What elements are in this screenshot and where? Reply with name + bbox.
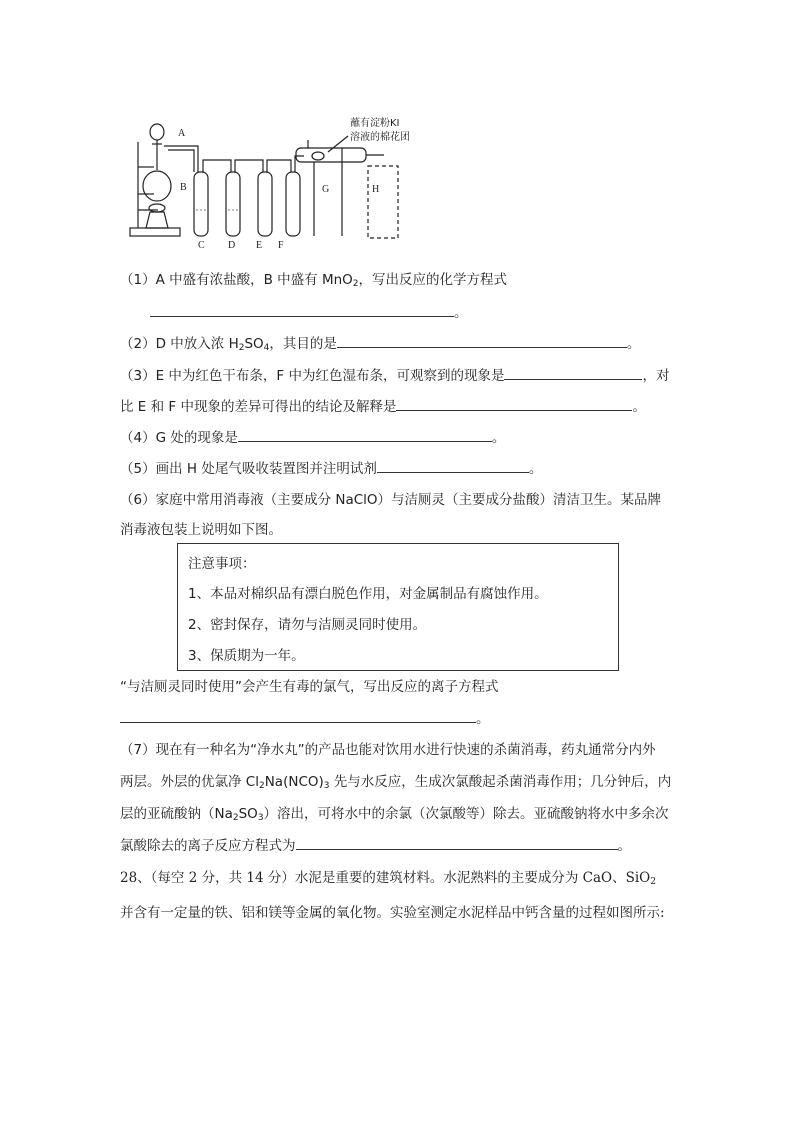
label-h: H xyxy=(372,184,380,195)
q2-line: （2）D 中放入浓 $H_2SO_4$，其目的是 。 xyxy=(120,333,640,358)
notice-item-1: 1、本品对棉织品有漂白脱色作用，对金属制品有腐蚀作用。 xyxy=(188,586,548,602)
label-g: G xyxy=(322,184,330,195)
label-c: C xyxy=(198,240,205,251)
notice-box xyxy=(177,543,619,671)
q6-line1: （6）家庭中常用消毒液（主要成分 NaClO）与洁厕灵（主要成分盐酸）清洁卫生。某品牌 xyxy=(120,492,662,508)
q28-line2: 并含有一定量的铁、铝和镁等金属的氧化物。实验室测定水泥样品中钙含量的过程如图所示: xyxy=(120,905,665,921)
label-e: E xyxy=(256,240,263,251)
q7-line4: 氯酸除去的离子反应方程式为 。 xyxy=(120,835,631,856)
q5-blank[interactable] xyxy=(377,458,529,473)
q5-line: （5）画出 H 处尾气吸收装置图并注明试剂 。 xyxy=(120,458,542,479)
q3-line2: 比 E 和 F 中现象的差异可得出的结论及解释是 。 xyxy=(120,396,646,417)
q6-answer-line: 。 xyxy=(120,708,490,729)
callout-line2: 溶液的棉花团 xyxy=(350,132,410,143)
label-f: F xyxy=(278,240,284,251)
q6-line3: “与洁厕灵同时使用”会产生有毒的氯气，写出反应的离子方程式 xyxy=(120,679,499,695)
q4-line: （4）G 处的现象是 。 xyxy=(120,427,505,448)
notice-item-2: 2、密封保存，请勿与洁厕灵同时使用。 xyxy=(188,617,427,633)
notice-title: 注意事项： xyxy=(188,556,256,572)
q7-line2: 两层。外层的优氯净 $Cl_2Na(NCO)_3$ 先与水反应，生成次氯酸起杀菌消毒作用；几分钟后，内 xyxy=(120,774,672,791)
label-d: D xyxy=(228,240,236,251)
label-b: B xyxy=(180,182,187,193)
q3-blank1[interactable] xyxy=(504,365,642,380)
q6-line2: 消毒液包装上说明如下图。 xyxy=(120,522,282,538)
q6-blank[interactable] xyxy=(120,708,476,723)
q7-line3: 层的亚硫酸钠$(Na_2SO_3)$溶出，可将水中的余氯（次氯酸等）除去。亚硫酸钠将水中多余次 xyxy=(120,806,669,823)
q3-blank2[interactable] xyxy=(396,396,632,411)
q7-line1: （7）现在有一种名为“净水丸”的产品也能对饮用水进行快速的杀菌消毒，药丸通常分内外 xyxy=(120,742,656,758)
callout-line1: 蘸有淀粉KI xyxy=(350,118,400,129)
label-a: A xyxy=(178,128,186,139)
apparatus-diagram xyxy=(128,112,458,252)
q7-blank[interactable] xyxy=(296,835,618,850)
q4-blank[interactable] xyxy=(238,427,492,442)
q1-answer-line: 。 xyxy=(150,302,468,323)
q1-blank[interactable] xyxy=(150,302,454,317)
q28-line1: 28、（每空 2 分，共 14 分）水泥是重要的建筑材料。水泥熟料的主要成分为 CaO、SiO$_2$ xyxy=(120,870,656,887)
notice-item-3: 3、保质期为一年。 xyxy=(188,648,305,664)
q1-line: （1）A 中盛有浓盐酸，B 中盛有 MnO$_2$，写出反应的化学方程式 xyxy=(120,272,508,289)
q3-line1: （3）E 中为红色干布条，F 中为红色湿布条，可观察到的现象是 ，对 xyxy=(120,365,669,386)
q2-blank[interactable] xyxy=(337,333,627,348)
